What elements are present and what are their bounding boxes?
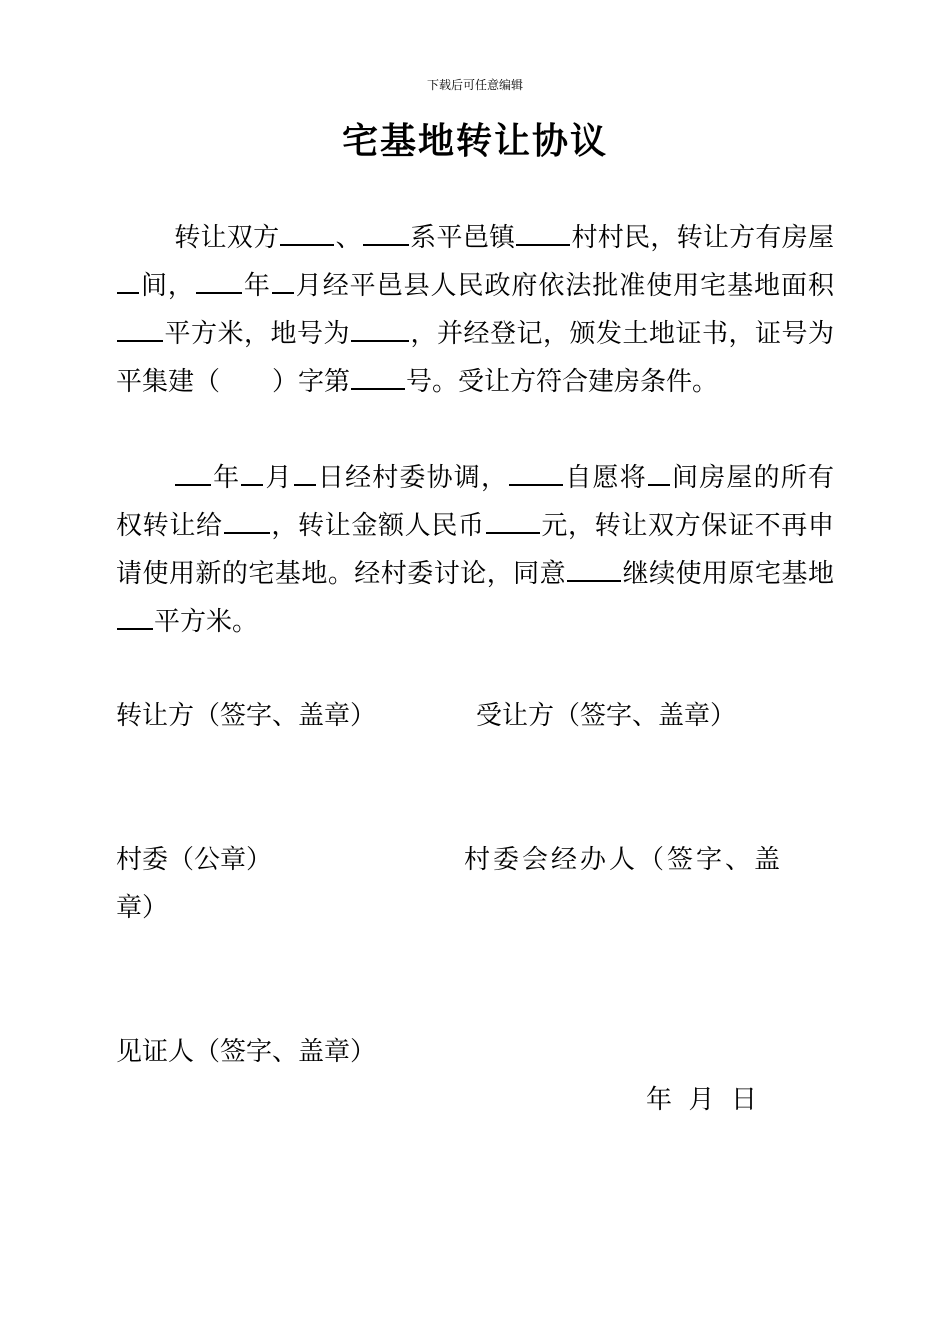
text-segment: 年	[242, 271, 271, 301]
text-segment: ，转让金额人民币	[270, 511, 485, 541]
fill-blank	[509, 458, 563, 486]
signature-committee-agent: 村委会经办人（签字、盖	[464, 845, 784, 875]
fill-blank	[280, 218, 334, 246]
header-note: 下载后可任意编辑	[426, 78, 523, 92]
fill-blank	[351, 362, 405, 390]
fill-blank	[272, 266, 294, 294]
fill-blank	[294, 458, 316, 486]
fill-blank	[224, 506, 270, 534]
text-segment: 继续使用原宅基地	[622, 559, 834, 589]
text-segment: 系平邑镇	[409, 223, 516, 253]
text-segment: 元，转让双方保证不再申请使用新的宅基地。经村委讨论，同意	[116, 511, 834, 589]
fill-blank	[363, 218, 409, 246]
fill-blank	[117, 602, 153, 630]
paragraph-2	[116, 454, 834, 646]
text-segment: 号。受让方符合建房条件。	[406, 367, 719, 397]
text-segment: 年	[212, 463, 241, 493]
fill-blank	[196, 266, 242, 294]
text-segment: 转让双方	[174, 223, 280, 253]
text-segment: 、	[335, 223, 362, 253]
signature-transferor: 转让方（签字、盖章）	[116, 701, 377, 731]
text-segment: 自愿将	[564, 463, 647, 493]
document-title: 宅基地转让协议	[341, 121, 608, 162]
text-segment: 日经村委协调，	[316, 463, 509, 493]
text-segment: 间，	[140, 271, 195, 301]
signature-date: 年 月 日	[646, 1085, 758, 1115]
text-segment: 平方米。	[154, 607, 259, 637]
signature-witness: 见证人（签字、盖章）	[116, 1037, 377, 1067]
signature-transferee: 受让方（签字、盖章）	[476, 701, 737, 731]
paragraph-1	[116, 214, 834, 406]
fill-blank	[241, 458, 263, 486]
text-segment: 月经平邑县人民政府依法批准使用宅基地面积	[294, 271, 834, 301]
text-segment: 间房屋的所有权转让给	[116, 463, 834, 541]
text-segment: 月	[264, 463, 293, 493]
fill-blank	[351, 314, 409, 342]
text-segment: ，并经登记，颁发土地证书，证号为平集建（ ）字第	[116, 319, 834, 397]
fill-blank	[516, 218, 570, 246]
signature-village-committee: 村委（公章）	[116, 845, 273, 875]
signature-committee-agent-cont: 章）	[116, 893, 169, 923]
fill-blank	[486, 506, 540, 534]
fill-blank	[567, 554, 621, 582]
text-segment: 村村民，转让方有房屋	[571, 223, 834, 253]
fill-blank	[648, 458, 670, 486]
fill-blank	[117, 266, 139, 294]
fill-blank	[117, 314, 163, 342]
fill-blank	[175, 458, 211, 486]
text-segment: 平方米，地号为	[164, 319, 350, 349]
